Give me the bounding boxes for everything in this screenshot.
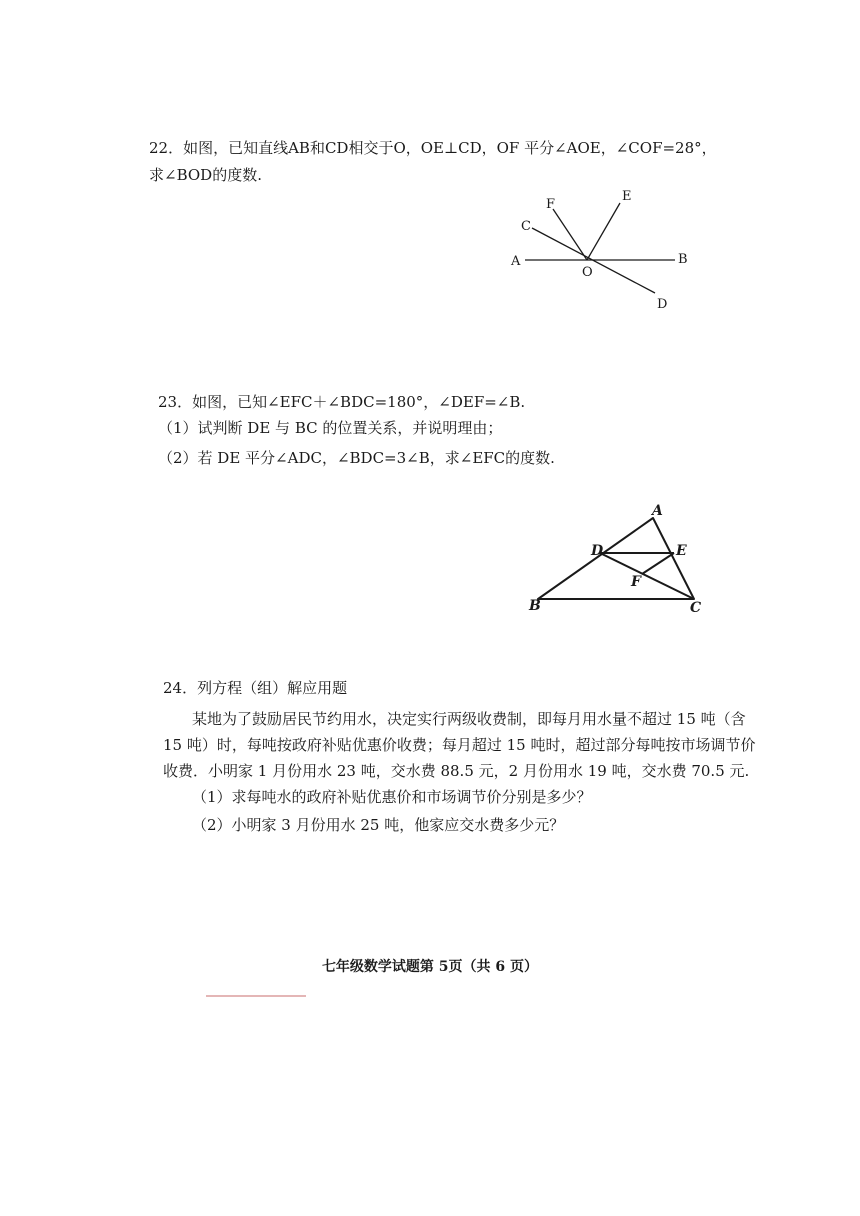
label-d: D — [657, 297, 668, 312]
q22-figure — [505, 183, 695, 313]
q24-title: 24．列方程（组）解应用题 — [163, 679, 348, 697]
segment-dc — [600, 553, 694, 599]
label-f: F — [631, 574, 641, 590]
label-c: C — [521, 219, 531, 234]
label-f: F — [546, 197, 556, 212]
q24-paragraph-line-2: 15 吨）时，每吨按政府补贴优惠价收费；每月超过 15 吨时，超过部分每吨按市场调节价 — [163, 736, 756, 754]
ray-oe — [587, 203, 620, 260]
q23-figure — [520, 498, 720, 620]
label-d: D — [591, 543, 604, 559]
q24-paragraph-line-1: 某地为了鼓励居民节约用水，决定实行两级收费制，即每月用水量不超过 15 吨（含 — [192, 710, 746, 728]
label-c: C — [690, 600, 702, 616]
scan-mark — [206, 995, 306, 997]
page-footer: 七年级数学试题第 5页（共 6 页） — [321, 959, 539, 975]
label-e: E — [676, 543, 687, 559]
label-o: O — [582, 265, 593, 280]
label-b: B — [678, 252, 688, 267]
label-e: E — [622, 189, 632, 204]
q23-line-3: （2）若 DE 平分∠ADC，∠BDC=3∠B，求∠EFC的度数. — [158, 449, 555, 467]
q23-line-1: 23．如图，已知∠EFC＋∠BDC=180°，∠DEF=∠B. — [158, 393, 526, 411]
segment-ef — [642, 553, 674, 574]
q23-line-2: （1）试判断 DE 与 BC 的位置关系，并说明理由； — [158, 419, 503, 437]
q24-subquestion-1: （1）求每吨水的政府补贴优惠价和市场调节价分别是多少？ — [192, 788, 592, 806]
label-a: A — [652, 503, 663, 519]
q22-line-2: 求∠BOD的度数. — [149, 166, 262, 184]
label-b: B — [529, 598, 541, 614]
q22-line-1: 22．如图，已知直线AB和CD相交于O，OE⊥CD，OF 平分∠AOE，∠COF=28°， — [149, 139, 717, 157]
q24-subquestion-2: （2）小明家 3 月份用水 25 吨，他家应交水费多少元？ — [192, 816, 565, 834]
ray-of — [553, 209, 587, 260]
label-a: A — [511, 254, 521, 269]
q24-paragraph-line-3: 收费．小明家 1 月份用水 23 吨，交水费 88.5 元，2 月份用水 19 吨，交水费 70.5 元. — [163, 762, 750, 780]
